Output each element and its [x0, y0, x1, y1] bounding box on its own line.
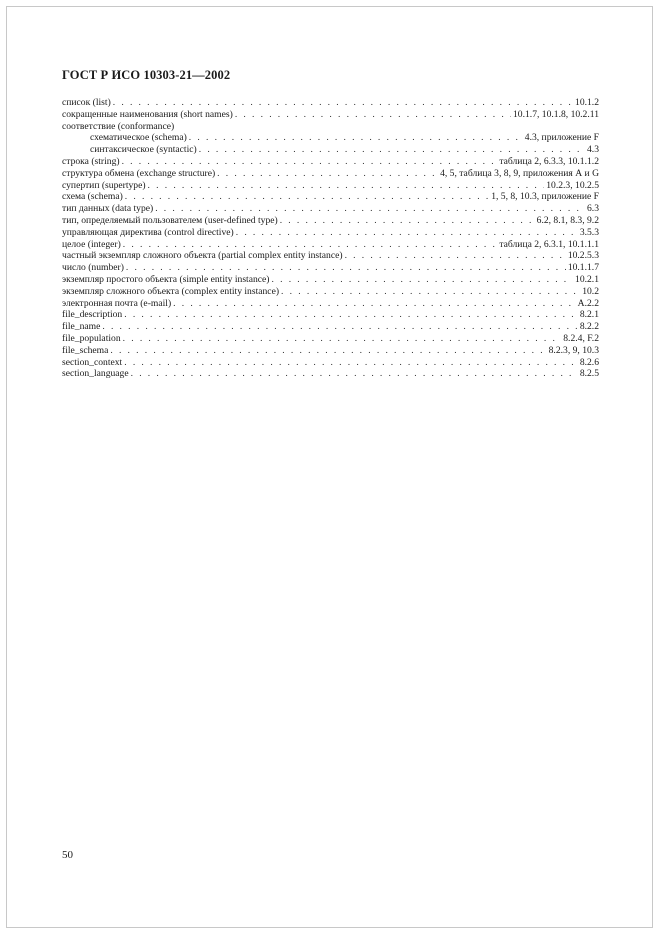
- index-term: синтаксическое (syntactic): [90, 144, 197, 156]
- index-term: структура обмена (exchange structure): [62, 167, 216, 179]
- index-term: схематическое (schema): [90, 132, 187, 144]
- index-term: частный экземпляр сложного объекта (partial complex entity instance): [62, 250, 343, 262]
- index-reference: 10.1.1.7: [567, 262, 599, 274]
- dot-leader: [131, 368, 578, 380]
- dot-leader: [173, 298, 576, 310]
- index-term: тип данных (data type): [62, 203, 154, 215]
- index-term: управляющая директива (control directive): [62, 226, 234, 238]
- index-reference: 1, 5, 8, 10.3, приложение F: [491, 191, 599, 203]
- index-entry: [62, 368, 599, 380]
- dot-leader: [123, 333, 562, 345]
- index-reference: 10.1.7, 10.1.8, 10.2.11: [513, 108, 599, 120]
- index-term: число (number): [62, 262, 124, 274]
- index-entry: [62, 121, 599, 133]
- index-entry: [62, 203, 599, 215]
- dot-leader: [235, 109, 511, 121]
- index-entry: [62, 309, 599, 321]
- index-reference: 10.2.1: [575, 273, 599, 285]
- index-reference: 4, 5, таблица 3, 8, 9, приложения А и G: [440, 167, 599, 179]
- dot-leader: [217, 168, 438, 180]
- index-entry: [62, 274, 599, 286]
- index-entry: [62, 298, 599, 310]
- index-term: схема (schema): [62, 191, 123, 203]
- dot-leader: [102, 321, 577, 333]
- index-reference: 8.2.6: [579, 356, 599, 368]
- dot-leader: [113, 97, 573, 109]
- index-term: экземпляр сложного объекта (complex entity instance): [62, 285, 280, 297]
- index-reference: 8.2.1: [579, 309, 599, 321]
- subject-index: [62, 97, 599, 380]
- dot-leader: [122, 156, 498, 168]
- index-reference: 8.2.3, 9, 10.3: [548, 344, 599, 356]
- dot-leader: [123, 239, 498, 251]
- page-number: 50: [62, 849, 73, 861]
- dot-leader: [126, 262, 566, 274]
- index-entry: [62, 180, 599, 192]
- index-reference: 6.3: [587, 203, 599, 215]
- index-entry: [62, 262, 599, 274]
- index-reference: 10.2.5.3: [567, 250, 599, 262]
- dot-leader: [124, 357, 578, 369]
- index-entry: [62, 239, 599, 251]
- index-term: section_context: [62, 356, 123, 368]
- index-reference: 8.2.2: [579, 321, 599, 333]
- dot-leader: [124, 309, 578, 321]
- dot-leader: [272, 274, 574, 286]
- index-entry: [62, 357, 599, 369]
- index-reference: 10.2.3, 10.2.5: [546, 179, 599, 191]
- dot-leader: [148, 180, 545, 192]
- index-entry: [62, 286, 599, 298]
- index-entry: [62, 97, 599, 109]
- index-term: сокращенные наименования (short names): [62, 108, 233, 120]
- index-entry: [62, 333, 599, 345]
- index-reference: таблица 2, 6.3.1, 10.1.1.1: [499, 238, 599, 250]
- dot-leader: [125, 191, 489, 203]
- dot-leader: [155, 203, 585, 215]
- index-reference: 8.2.4, F.2: [563, 332, 599, 344]
- index-term: file_name: [62, 321, 101, 333]
- index-reference: 10.1.2: [575, 97, 599, 108]
- index-entry: [62, 109, 599, 121]
- index-reference: 8.2.5: [579, 368, 599, 380]
- index-term: электронная почта (e-mail): [62, 297, 172, 309]
- index-reference: A.2.2: [577, 297, 599, 309]
- index-entry: [62, 156, 599, 168]
- dot-leader: [280, 215, 535, 227]
- document-header: ГОСТ Р ИСО 10303-21—2002: [62, 68, 231, 82]
- index-term: экземпляр простого объекта (simple entity instance): [62, 273, 270, 285]
- index-entry: [62, 321, 599, 333]
- index-entry: [62, 144, 599, 156]
- dot-leader: [345, 250, 566, 262]
- index-reference: 6.2, 8.1, 8.3, 9.2: [536, 214, 599, 226]
- index-entry: [62, 345, 599, 357]
- index-entry: [62, 227, 599, 239]
- index-reference: 4.3, приложение F: [524, 132, 599, 144]
- index-term: file_schema: [62, 344, 109, 356]
- index-term: список (list): [62, 97, 111, 108]
- index-term: тип, определяемый пользователем (user-defined type): [62, 214, 278, 226]
- index-term: соответствие (conformance): [62, 120, 175, 132]
- index-reference: 10.2: [582, 285, 599, 297]
- index-entry: [62, 250, 599, 262]
- dot-leader: [236, 227, 578, 239]
- index-term: целое (integer): [62, 238, 121, 250]
- index-entry: [62, 132, 599, 144]
- index-term: супертип (supertype): [62, 179, 146, 191]
- index-entry: [62, 168, 599, 180]
- dot-leader: [189, 132, 523, 144]
- index-entry: [62, 215, 599, 227]
- dot-leader: [199, 144, 585, 156]
- index-entry: [62, 191, 599, 203]
- index-term: строка (string): [62, 155, 120, 167]
- index-reference: 4.3: [587, 144, 599, 156]
- index-reference: таблица 2, 6.3.3, 10.1.1.2: [499, 155, 599, 167]
- index-term: section_language: [62, 368, 129, 380]
- dot-leader: [110, 345, 546, 357]
- dot-leader: [281, 286, 580, 298]
- index-term: file_population: [62, 332, 121, 344]
- index-term: file_description: [62, 309, 123, 321]
- index-reference: 3.5.3: [579, 226, 599, 238]
